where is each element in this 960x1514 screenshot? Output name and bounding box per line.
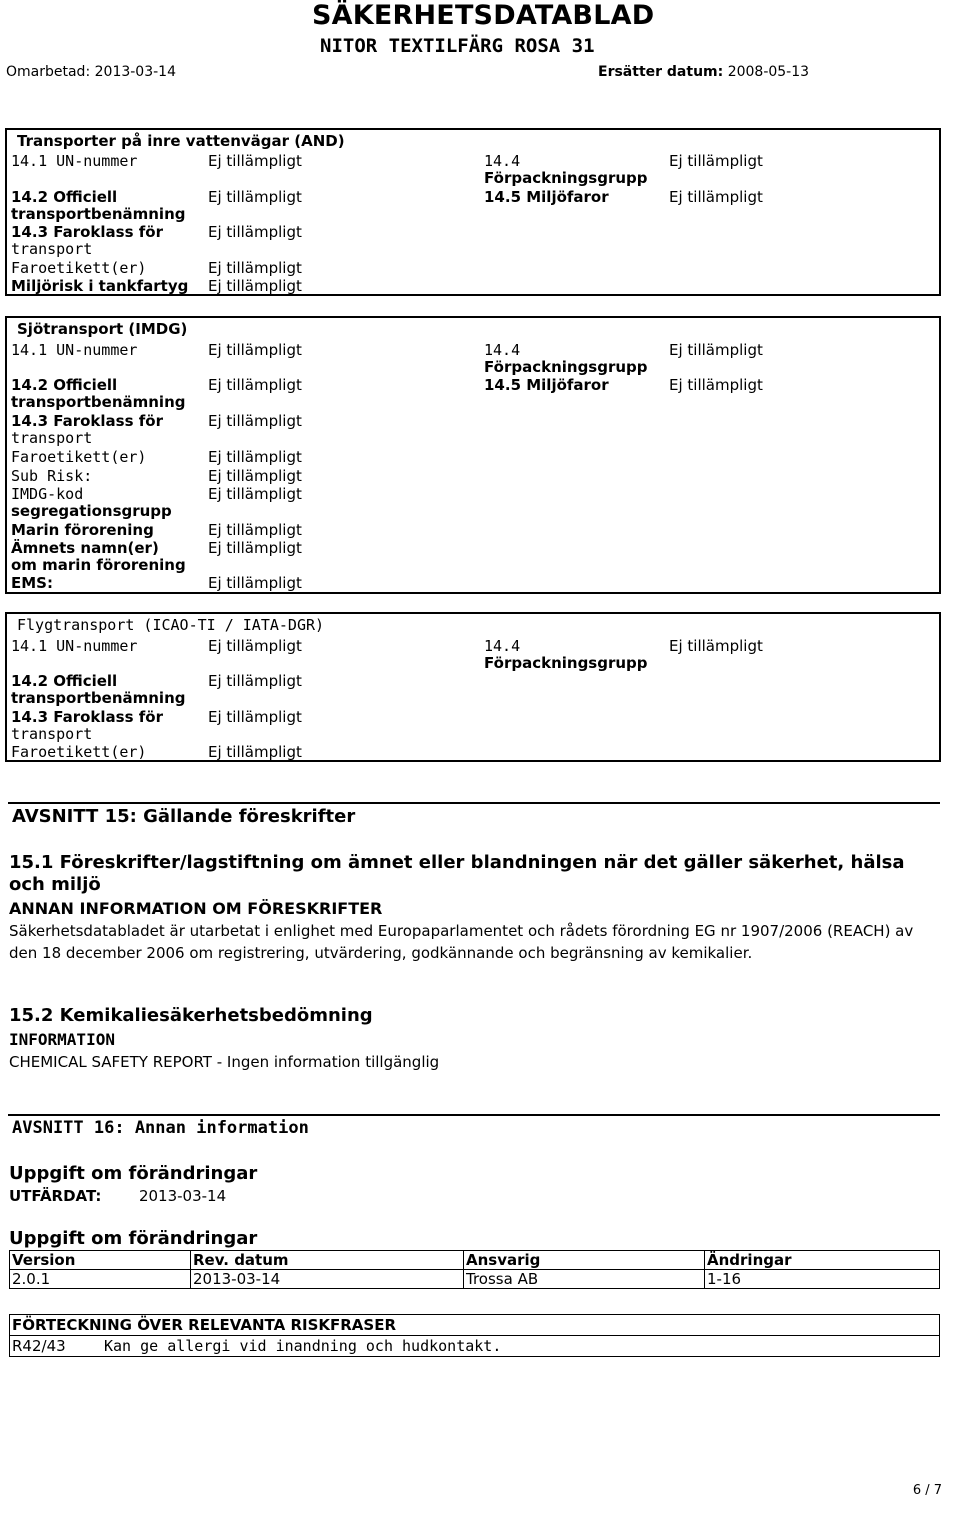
and-pack-value: Ej tillämpligt xyxy=(669,152,763,170)
risk-text: Kan ge allergi vid inandning och hudkontakt. xyxy=(102,1336,940,1357)
replaces-date xyxy=(598,64,809,80)
icao-transport-box xyxy=(5,612,941,762)
section-15-2-heading: 15.2 Kemikaliesäkerhetsbedömning xyxy=(9,1005,373,1026)
imdg-un-value: Ej tillämpligt xyxy=(208,341,302,359)
imdg-subrisk-value: Ej tillämpligt xyxy=(208,467,302,485)
table-header-row xyxy=(10,1251,940,1270)
information-label: INFORMATION xyxy=(9,1030,115,1049)
section-16-heading: AVSNITT 16: Annan information xyxy=(12,1118,309,1138)
changes-title-2: Uppgift om förändringar xyxy=(9,1228,258,1249)
imdg-name-label-1: 14.2 Officiell xyxy=(11,376,118,394)
icao-class-label-1: 14.3 Faroklass för xyxy=(11,708,163,726)
section-15-1-heading-line2: och miljö xyxy=(9,874,101,895)
and-transport-box xyxy=(5,128,941,296)
icao-pack-label-2: Förpackningsgrupp xyxy=(484,654,648,672)
chemical-safety-report-text: CHEMICAL SAFETY REPORT - Ingen information tillgänglig xyxy=(9,1053,440,1071)
imdg-name-value: Ej tillämpligt xyxy=(208,376,302,394)
section-15-heading: AVSNITT 15: Gällande föreskrifter xyxy=(12,806,356,827)
and-labels-value: Ej tillämpligt xyxy=(208,259,302,277)
imdg-env-value: Ej tillämpligt xyxy=(669,376,763,394)
imdg-name-label-2: transportbenämning xyxy=(11,393,186,411)
and-name-label-2: transportbenämning xyxy=(11,205,186,223)
imdg-seg-value: Ej tillämpligt xyxy=(208,485,302,503)
imdg-un-label: 14.1 UN-nummer xyxy=(11,341,138,359)
section-15-rule xyxy=(8,802,940,804)
icao-pack-label-1: 14.4 xyxy=(484,637,521,655)
imdg-subst-label-2: om marin förorening xyxy=(11,556,186,574)
table-cell: 1-16 xyxy=(705,1270,940,1289)
risk-row xyxy=(10,1336,940,1357)
revised-label: Omarbetad: xyxy=(6,64,91,80)
imdg-class-value: Ej tillämpligt xyxy=(208,412,302,430)
section-15-1-heading-line1: 15.1 Föreskrifter/lagstiftning om ämnet eller blandningen när det gäller säkerhet, hälsa xyxy=(9,852,905,873)
imdg-class-label-2: transport xyxy=(11,429,93,447)
page-number: 6 / 7 xyxy=(912,1483,942,1498)
imdg-labels-label: Faroetikett(er) xyxy=(11,448,147,466)
imdg-marine-label: Marin förorening xyxy=(11,521,154,539)
icao-class-label-2: transport xyxy=(11,725,93,743)
revised-date xyxy=(6,64,176,80)
risk-code: R42/43 xyxy=(10,1336,103,1357)
replaces-value: 2008-05-13 xyxy=(727,64,810,80)
table-cell: Trossa AB xyxy=(464,1270,705,1289)
icao-pack-value: Ej tillämpligt xyxy=(669,637,763,655)
icao-name-label-2: transportbenämning xyxy=(11,689,186,707)
table-cell: 2.0.1 xyxy=(10,1270,191,1289)
imdg-pack-label-2: Förpackningsgrupp xyxy=(484,358,648,376)
document-title: SÄKERHETSDATABLAD xyxy=(312,0,655,31)
table-cell: 2013-03-14 xyxy=(191,1270,464,1289)
issued-date: 2013-03-14 xyxy=(138,1187,227,1205)
table-row xyxy=(10,1270,940,1289)
and-labels-label: Faroetikett(er) xyxy=(11,259,147,277)
imdg-transport-box xyxy=(5,316,941,594)
product-name: NITOR TEXTILFÄRG ROSA 31 xyxy=(320,35,595,57)
and-un-value: Ej tillämpligt xyxy=(208,152,302,170)
imdg-marine-value: Ej tillämpligt xyxy=(208,521,302,539)
and-pack-label-1: 14.4 xyxy=(484,152,521,170)
icao-un-value: Ej tillämpligt xyxy=(208,637,302,655)
imdg-seg-label-2: segregationsgrupp xyxy=(11,502,172,520)
replaces-label: Ersätter datum: xyxy=(598,64,724,80)
icao-title: Flygtransport (ICAO-TI / IATA-DGR) xyxy=(17,616,325,634)
changes-title-1: Uppgift om förändringar xyxy=(9,1163,258,1184)
revised-value: 2013-03-14 xyxy=(94,64,176,80)
and-tank-value: Ej tillämpligt xyxy=(208,277,302,295)
and-env-value: Ej tillämpligt xyxy=(669,188,763,206)
imdg-labels-value: Ej tillämpligt xyxy=(208,448,302,466)
imdg-subrisk-label: Sub Risk: xyxy=(11,467,93,485)
and-class-label-2: transport xyxy=(11,240,93,258)
icao-labels-label: Faroetikett(er) xyxy=(11,743,147,761)
table-header: Ändringar xyxy=(705,1251,940,1270)
and-name-label-1: 14.2 Officiell xyxy=(11,188,118,206)
risk-phrases-title: FÖRTECKNING ÖVER RELEVANTA RISKFRASER xyxy=(10,1315,940,1336)
table-header: Version xyxy=(10,1251,191,1270)
issued-label: UTFÄRDAT: xyxy=(9,1187,102,1205)
reach-text-line2: den 18 december 2006 om registrering, utvärdering, godkännande och begränsning av kemikalier. xyxy=(9,944,753,962)
icao-class-value: Ej tillämpligt xyxy=(208,708,302,726)
imdg-subst-value: Ej tillämpligt xyxy=(208,539,302,557)
imdg-seg-label-1: IMDG-kod xyxy=(11,485,84,503)
imdg-pack-label-1: 14.4 xyxy=(484,341,521,359)
and-tank-label: Miljörisk i tankfartyg xyxy=(11,277,189,295)
revision-table xyxy=(9,1250,940,1289)
risk-title-row xyxy=(10,1315,940,1336)
table-header: Ansvarig xyxy=(464,1251,705,1270)
and-class-value: Ej tillämpligt xyxy=(208,223,302,241)
other-regulatory-info-label: ANNAN INFORMATION OM FÖRESKRIFTER xyxy=(9,899,383,918)
reach-text-line1: Säkerhetsdatabladet är utarbetat i enlighet med Europaparlamentet och rådets förordning EG nr 1907/2006 (REACH) av xyxy=(9,922,914,940)
icao-labels-value: Ej tillämpligt xyxy=(208,743,302,761)
table-header: Rev. datum xyxy=(191,1251,464,1270)
imdg-title: Sjötransport (IMDG) xyxy=(17,320,188,338)
and-un-label: 14.1 UN-nummer xyxy=(11,152,138,170)
imdg-env-label: 14.5 Miljöfaror xyxy=(484,376,609,394)
and-name-value: Ej tillämpligt xyxy=(208,188,302,206)
icao-name-value: Ej tillämpligt xyxy=(208,672,302,690)
icao-name-label-1: 14.2 Officiell xyxy=(11,672,118,690)
issued-row xyxy=(9,1187,226,1205)
icao-un-label: 14.1 UN-nummer xyxy=(11,637,138,655)
imdg-ems-value: Ej tillämpligt xyxy=(208,574,302,592)
imdg-class-label-1: 14.3 Faroklass för xyxy=(11,412,163,430)
imdg-pack-value: Ej tillämpligt xyxy=(669,341,763,359)
imdg-ems-label: EMS: xyxy=(11,574,53,592)
and-class-label-1: 14.3 Faroklass för xyxy=(11,223,163,241)
and-title: Transporter på inre vattenvägar (AND) xyxy=(17,132,345,150)
and-pack-label-2: Förpackningsgrupp xyxy=(484,169,648,187)
and-env-label: 14.5 Miljöfaror xyxy=(484,188,609,206)
imdg-subst-label-1: Ämnets namn(er) xyxy=(11,539,159,557)
risk-phrases-table xyxy=(9,1314,940,1357)
section-16-rule xyxy=(8,1114,940,1116)
